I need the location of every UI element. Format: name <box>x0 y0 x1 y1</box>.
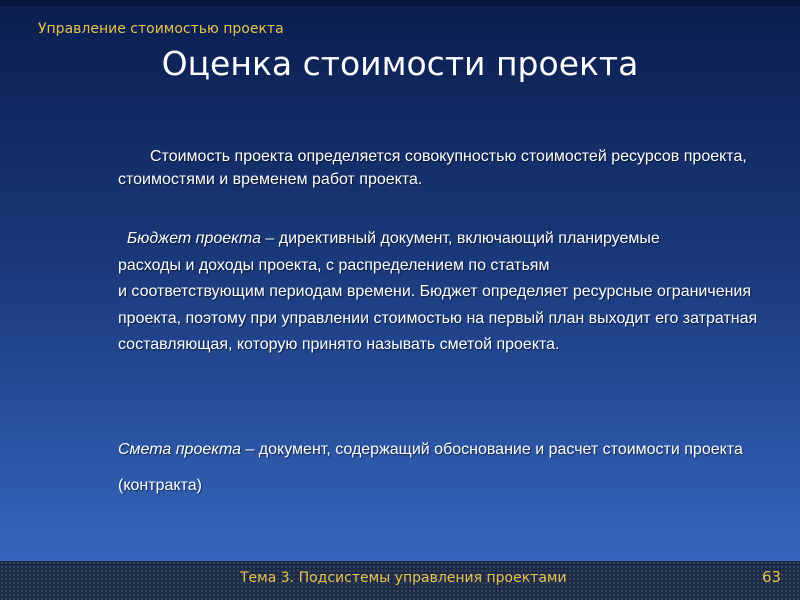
budget-line-1: директивный документ, включающий планируемые <box>274 230 660 247</box>
paragraph-budget <box>118 226 758 359</box>
estimate-term: Смета проекта <box>118 441 242 458</box>
estimate-text: – документ, содержащий обоснование и расчет стоимости проекта (контракта) <box>118 441 743 494</box>
budget-line-3: и соответствующим периодам времени. Бюджет определяет ресурсные ограничения проекта, поэтому при управлении стоимостью на первый план выходит его затратная составляющая, которую принято называть сметой проекта. <box>118 283 758 353</box>
budget-line-2: расходы и доходы проекта, с распределением по статьям <box>118 256 550 274</box>
paragraph-cost <box>118 145 758 191</box>
footer-topic: Тема 3. Подсистемы управления проектами <box>240 570 567 586</box>
page-number: 63 <box>762 568 782 586</box>
slide-title: Оценка стоимости проекта <box>161 44 639 83</box>
paragraph-cost-text: Стоимость проекта определяется совокупностью стоимостей ресурсов проекта, стоимостями и временем работ проекта. <box>118 148 747 188</box>
paragraph-estimate <box>118 432 758 504</box>
budget-term: Бюджет проекта – <box>126 230 275 247</box>
section-label: Управление стоимостью проекта <box>38 21 284 37</box>
top-band <box>0 0 800 6</box>
